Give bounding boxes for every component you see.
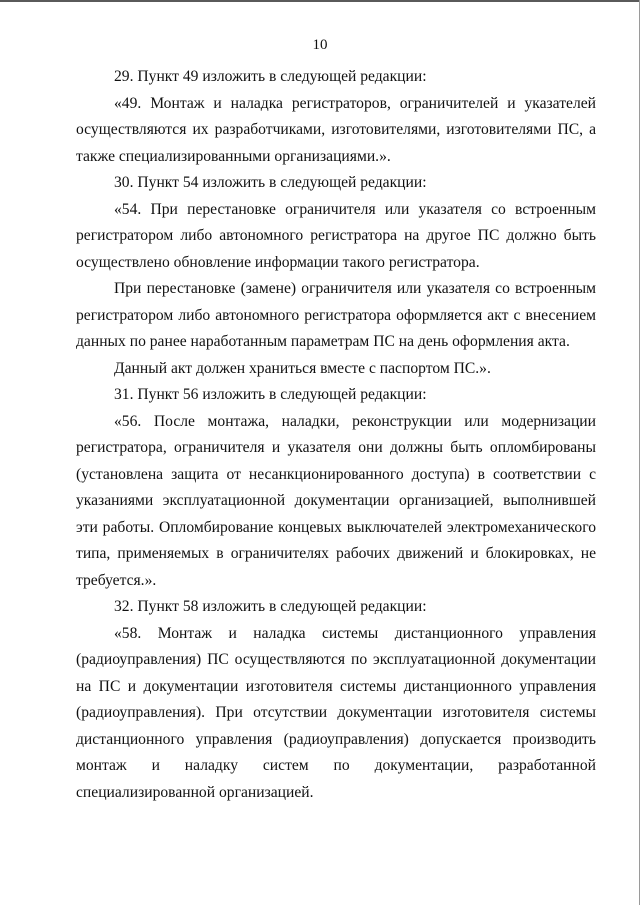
paragraph-item-29: 29. Пункт 49 изложить в следующей редакции: [114, 68, 427, 85]
paragraph-point-54: «54. При перестановке ограничителя или указателя со встроенным регистратором либо автономного регистратора на другое ПС должно быть осуществлено обновление информации такого регистратора. [76, 200, 596, 271]
page-number: 10 [312, 37, 328, 53]
paragraph-point-54-replacement: При перестановке (замене) ограничителя или указателя со встроенным регистратором либо автономного регистратора оформляется акт с внесением данных по ранее наработанным параметрам ПС на день оформления акта. [76, 280, 596, 350]
paragraph-point-58: «58. Монтаж и наладка системы дистанционного управления (радиоуправления) ПС осуществляются по эксплуатационной документации на ПС и документации изготовителя системы дистанционного управления (радиоуправления). При отсутствии документации изготовителя системы дистанционного управления (радиоуправления) допускается производить монтаж и наладку систем по документации, разработанной специализированной организацией. [76, 624, 596, 801]
paragraph-item-32: 32. Пункт 58 изложить в следующей редакции: [114, 598, 427, 615]
document-body [76, 64, 596, 806]
paragraph-point-49: «49. Монтаж и наладка регистраторов, ограничителей и указателей осуществляются их разработчиками, изготовителями, изготовителями ПС, а также специализированными организациями.». [76, 94, 596, 165]
scan-top-edge [0, 0, 640, 2]
paragraph-point-56: «56. После монтажа, наладки, реконструкции или модернизации регистратора, ограничителя и указателя они должны быть опломбированы (установлена защита от несанкционированного доступа) в соответствии с указаниями эксплуатационной документации организацией, выполнившей эти работы. Опломбирование концевых выключателей электромеханического типа, применяемых в ограничителях рабочих движений и блокировках, не требуется.». [76, 412, 596, 589]
paragraph-item-30: 30. Пункт 54 изложить в следующей редакции: [114, 174, 427, 191]
paragraph-item-31: 31. Пункт 56 изложить в следующей редакции: [114, 386, 427, 403]
paragraph-point-54-act: Данный акт должен храниться вместе с паспортом ПС.». [114, 359, 491, 377]
